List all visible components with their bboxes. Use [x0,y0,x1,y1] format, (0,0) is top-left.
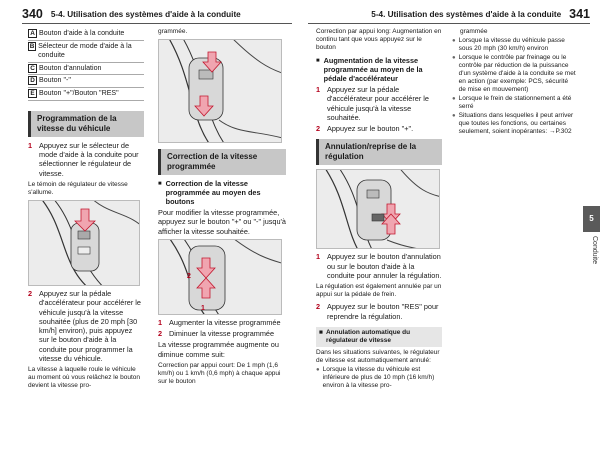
programming-note-1: Le témoin de régulateur de vitesse s'allume. [28,180,128,196]
square-bullet-icon: ■ [158,181,162,187]
steering-switch-drawing [317,170,440,249]
chapter-tab[interactable]: 5 [583,206,600,232]
legend-letter: C [28,64,37,73]
legend-item-e [28,88,144,101]
correction-body-2: La vitesse programmée augmente ou diminue comme suit: [158,340,279,359]
right-page-number: 341 [569,7,590,21]
auto-cancel-heading [316,327,442,347]
steering-switch-drawing [159,40,282,143]
bullet-text: Lorsque la vitesse du véhicule est inférieure de plus de 10 mph (16 km/h) environ à la vitesse pro- [322,365,435,389]
condition-bullet-3 [452,95,576,111]
step-number: 1 [28,140,33,150]
subheading-text: Correction de la vitesse programmée au moyen des boutons [165,179,261,206]
svg-text:2: 2 [187,272,191,280]
legend-letter: B [29,42,35,50]
step-number: 2 [316,302,321,312]
left-col-1 [28,28,144,393]
step-number: 2 [158,329,163,339]
step-text: Appuyez sur la pédale d'accélérateur pour accélérer le véhicule jusqu'à la vitesse souhaitée. [327,85,429,122]
step-text: Diminuer la vitesse programmée [169,329,275,339]
right-col-2 [452,28,576,137]
legend-letter: D [28,76,37,85]
svg-text:1: 1 [201,304,205,312]
button-legend [28,28,144,101]
left-page-number: 340 [22,7,43,21]
legend-text: Bouton "-" [39,76,71,85]
legend-text: Bouton d'aide à la conduite [39,29,125,37]
condition-bullet-1 [452,37,576,53]
steering-switch-illustration-2 [158,39,282,143]
right-header-rule [308,23,590,24]
right-col-1 [316,28,442,391]
legend-item-c [28,63,144,76]
step-text: Augmenter la vitesse programmée [169,317,281,327]
programming-step-1 [28,141,144,178]
cancel-heading: Annulation/reprise de la régulation [316,139,442,165]
steering-switch-drawing [159,240,282,315]
pedal-subheading [316,56,442,83]
step-number: 2 [28,288,33,298]
legend-item-b [28,41,144,63]
legend-text: Bouton d'annulation [39,63,102,72]
legend-letter: E [28,89,37,98]
legend-text: Bouton "+"/Bouton "RES" [39,89,119,98]
correction-heading: Correction de la vitesse programmée [158,149,286,175]
step-text: Appuyez sur le bouton d'annulation ou sur le bouton d'aide à la conduite pour annuler la régulation. [327,252,442,281]
bullet-text: Lorsque la vitesse du véhicule passe sous 20 mph (30 km/h) environ [458,37,565,52]
bullet-icon: ● [452,96,456,102]
steering-switch-illustration-3 [158,239,282,315]
correction-subheading [158,179,286,206]
step-number: 1 [158,317,163,327]
steering-switch-illustration-4 [316,169,440,249]
chapter-label: Conduite [591,236,598,265]
legend-item-a [28,28,144,41]
bullet-icon: ● [452,55,456,61]
step-text: Appuyez sur le sélecteur de mode d'aide à la conduite pour sélectionner le régulateur de vitesse. [39,140,139,178]
continued-text: grammée. [158,28,188,35]
right-section-title: 5-4. Utilisation des systèmes d'aide à la conduite [371,9,562,19]
square-bullet-icon: ■ [316,58,320,64]
correction-body-3: Correction par appui court: De 1 mph (1,6 km/h) ou 1 km/h (0,6 mph) à chaque appui sur le bouton [158,362,281,386]
programming-note-2: La vitesse à laquelle roule le véhicule au moment où vous relâchez le bouton devient la vitesse pro- [28,366,141,390]
bullet-text: Lorsque le frein de stationnement a été serré [458,95,572,110]
bullet-icon: ● [452,113,456,119]
step-text: Appuyez sur le bouton "RES" pour reprendre la régulation. [327,302,439,321]
cancel-step-1 [316,252,442,280]
programming-heading: Programmation de la vitesse du véhicule [28,111,144,137]
bullet-icon: ● [452,38,456,44]
pedal-step-1 [316,85,442,122]
step-text: Appuyez sur le bouton "+". [327,124,414,134]
bullet-icon: ● [316,366,320,373]
steering-switch-illustration-1 [28,200,140,286]
bullet-text: Situations dans lesquelles il peut arriver que toutes les fonctions, ou certaines seulement, soient inopérantes: →P.302 [458,112,574,135]
cancel-step-2 [316,302,442,321]
cancel-note: La régulation est également annulée par un appui sur la pédale de frein. [316,283,442,299]
long-press-text: Correction par appui long: Augmentation en continu tant que vous appuyez sur le bouton [316,28,442,51]
square-bullet-icon: ■ [319,328,323,336]
right-page [300,0,600,450]
left-col-2 [158,28,286,389]
continued-text: grammée [460,28,488,35]
right-header [360,6,590,22]
step-number: 1 [316,252,321,262]
condition-bullet-4[interactable] [452,112,576,136]
legend-text: Sélecteur de mode d'aide à la conduite [38,41,132,59]
left-header-rule [22,23,292,24]
step-text: Appuyez sur la pédale d'accélérateur pour accélérer le véhicule jusqu'à la vitesse souhaitée (plus de 20 mph [30 km/h] environ), puis appuyez sur le bouton d'aide à la conduite pour programmer la vitesse du véhicule. [39,288,141,363]
legend-letter: A [28,29,37,38]
step-number: 2 [316,124,321,134]
step-number: 1 [316,85,321,94]
note-head-text: Annulation automatique du régulateur de vitesse [325,328,411,344]
left-header [22,6,292,22]
subheading-text: Augmentation de la vitesse programmée au moyen de la pédale d'accélérateur [323,56,423,83]
steering-switch-drawing [29,201,140,286]
auto-cancel-body: Dans les situations suivantes, le régulateur de vitesse est automatiquement annulé: [316,348,440,364]
legend-item-d [28,75,144,88]
condition-bullet-2 [452,54,576,94]
correction-step-1 [158,318,286,327]
pedal-step-2 [316,124,442,133]
left-section-title: 5-4. Utilisation des systèmes d'aide à la conduite [50,9,241,19]
programming-step-2 [28,289,144,363]
bullet-text: Lorsque le contrôle par freinage ou le contrôle par réduction de la puissance d'un système d'aide à la conduite se met en action (par exemple: PCS, sécurité de mise en mouvement) [458,54,576,93]
auto-cancel-bullet [316,366,442,390]
correction-body: Pour modifier la vitesse programmée, appuyez sur le bouton "+" ou "-" jusqu'à afficher la vitesse souhaitée. [158,208,286,236]
correction-step-2 [158,329,286,338]
